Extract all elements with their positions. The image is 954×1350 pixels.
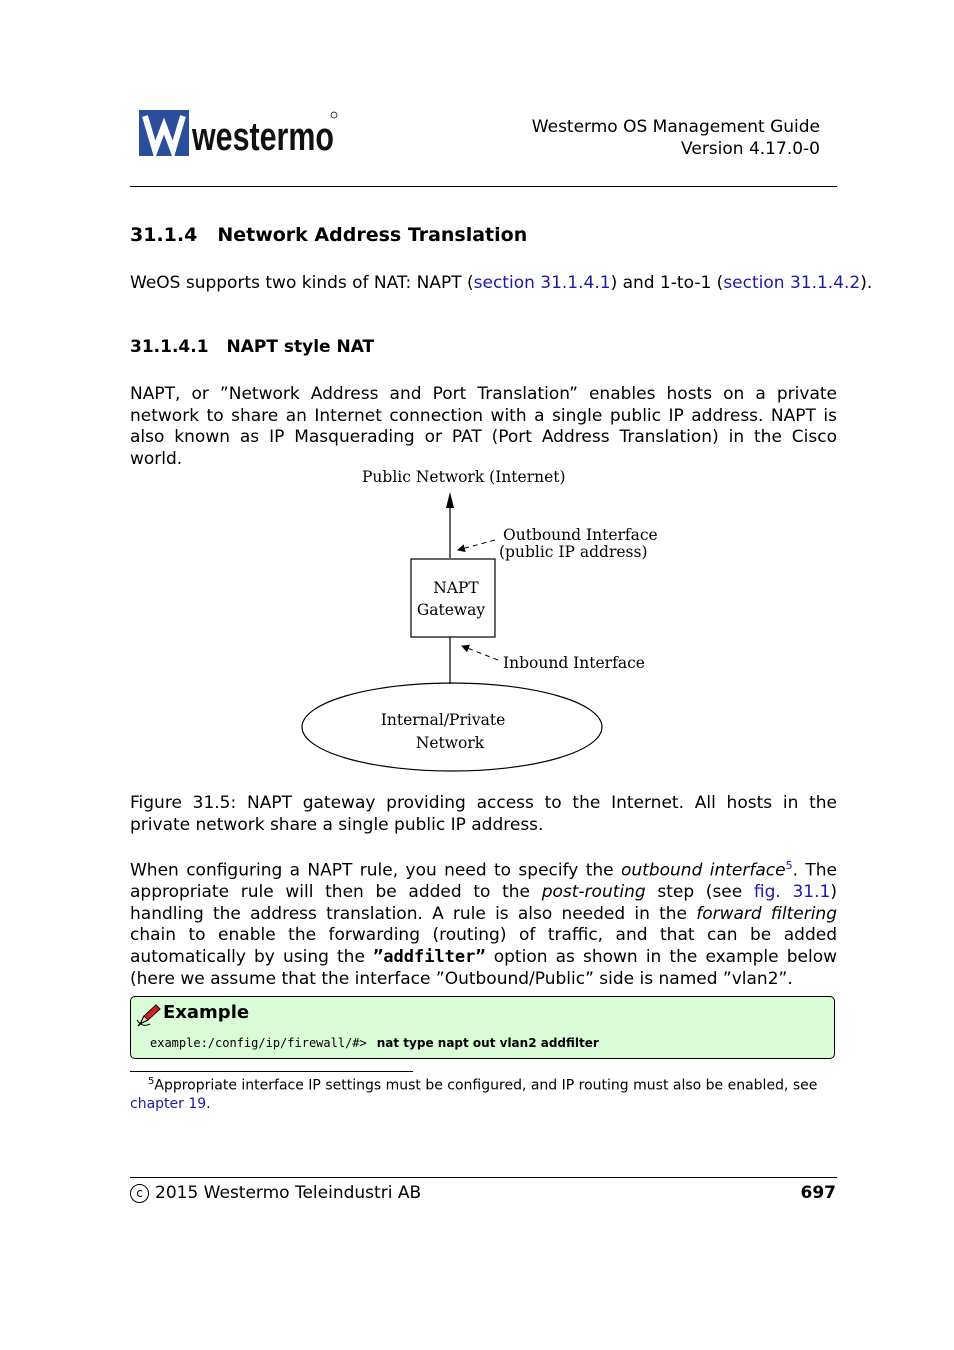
section-heading (130, 224, 527, 246)
header-rule (130, 186, 837, 187)
cli-prompt: example:/config/ip/firewall/#> (150, 1036, 367, 1050)
body-text-f: option as shown in the example below (here we assume that the interface ”Outbound/Public” side is named ”vlan2”. (130, 947, 837, 989)
footer-rule (130, 1177, 837, 1178)
gateway-label-1: NAPT (433, 579, 479, 597)
inbound-label: Inbound Interface (503, 654, 645, 672)
footnote-number: 5 (148, 1076, 155, 1087)
logo-wordmark: westermo (191, 115, 334, 159)
westermo-logo (139, 110, 339, 162)
body-text-b: . The appropriate rule will then be added to the (130, 860, 837, 903)
cli-command: nat type napt out vlan2 addfilter (376, 1036, 599, 1050)
config-paragraph (130, 855, 837, 990)
section-number: 31.1.4 (130, 224, 198, 246)
intro-text-3: ). (860, 273, 873, 293)
gateway-label-2: Gateway (416, 601, 486, 619)
copyright-icon: c (130, 1184, 149, 1203)
footnote-text: Appropriate interface IP settings must be configured, and IP routing must also be enabled, see (154, 1077, 818, 1094)
napt-paragraph: NAPT, or ”Network Address and Port Translation” enables hosts on a private network to share an Internet connection with a single public IP address. NAPT is also known as IP Masquerading or PAT (Port Address Translation) in the Cisco world. (130, 384, 837, 469)
example-code (150, 1036, 599, 1050)
guide-header (500, 116, 820, 160)
body-text-e: chain to enable the forwarding (routing) of traffic, and that can be added automatically by using the (130, 925, 837, 968)
outbound-interface-term: outbound interface (621, 860, 786, 881)
body-text-d: ) handling the address translation. A rule is also needed in the (130, 882, 837, 924)
section-link-napt[interactable]: section 31.1.4.1 (473, 273, 611, 293)
public-network-label: Public Network (Internet) (362, 468, 566, 486)
forward-filtering-term: forward filtering (696, 903, 837, 924)
outbound-label-2: (public IP address) (499, 543, 648, 561)
figure-caption: Figure 31.5: NAPT gateway providing access to the Internet. All hosts in the private network share a single public IP address. (130, 793, 837, 835)
napt-gateway-box (411, 559, 495, 637)
addfilter-code: ”addfilter” (373, 947, 486, 968)
example-title: Example (163, 1002, 250, 1023)
chapter-link[interactable]: chapter 19 (130, 1095, 207, 1112)
post-routing-term: post-routing (541, 882, 646, 903)
napt-diagram (290, 460, 670, 784)
body-text-a: When configuring a NAPT rule, you need to specify the (130, 860, 621, 881)
guide-version: Version 4.17.0-0 (681, 139, 820, 159)
section-intro (130, 273, 890, 295)
footer-copyright (130, 1183, 421, 1203)
intro-text-1: WeOS supports two kinds of NAT: NAPT ( (130, 273, 474, 293)
figure-link[interactable]: fig. 31.1 (753, 882, 831, 903)
body-text-c: step (see (645, 882, 754, 903)
footnote-end: . (206, 1095, 211, 1112)
footnote-ref[interactable]: 5 (785, 859, 793, 872)
page-number: 697 (800, 1183, 836, 1203)
footnote-rule (130, 1071, 413, 1072)
subsection-heading (130, 337, 374, 357)
pencil-icon (136, 1002, 162, 1032)
private-label-2: Network (415, 734, 485, 752)
outbound-pointer (458, 540, 495, 550)
guide-title: Westermo OS Management Guide (531, 117, 820, 137)
subsection-number: 31.1.4.1 (130, 337, 209, 357)
section-title: Network Address Translation (217, 224, 528, 246)
intro-text-2: ) and 1-to-1 ( (610, 273, 724, 293)
subsection-title: NAPT style NAT (226, 337, 375, 357)
outbound-label-1: Outbound Interface (503, 526, 658, 544)
footnote (130, 1073, 837, 1113)
private-label-1: Internal/Private (380, 711, 506, 729)
section-link-one-to-one[interactable]: section 31.1.4.2 (723, 273, 861, 293)
copyright-text: 2015 Westermo Teleindustri AB (155, 1183, 422, 1203)
inbound-pointer (462, 646, 498, 660)
